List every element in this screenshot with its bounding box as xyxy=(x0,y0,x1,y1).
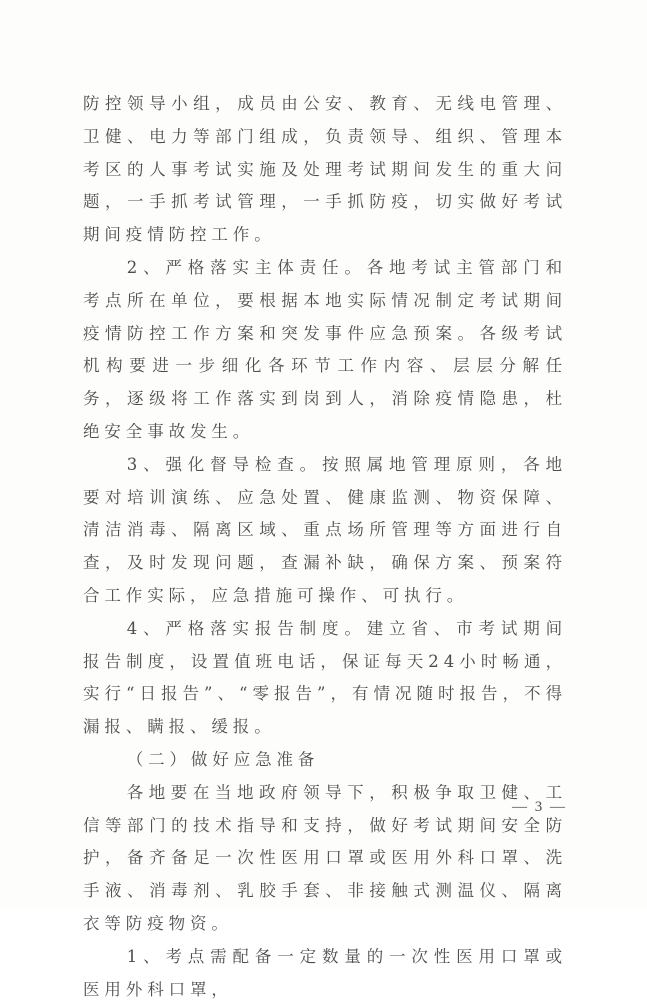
paragraph-continuation: 防控领导小组，成员由公安、教育、无线电管理、卫健、电力等部门组成，负责领导、组织、管理本考区的人事考试实施及处理考试期间发生的重大问题，一手抓考试管理，一手抓防疫，切实做好考试期间疫情防控工作。 xyxy=(83,94,567,245)
section-heading-emergency-prep: （二）做好应急准备 xyxy=(126,749,320,769)
document-body xyxy=(83,88,567,1006)
paragraph-masks: 1、考点需配备一定数量的一次性医用口罩或医用外科口罩， xyxy=(83,946,567,999)
paragraph-emergency-supplies: 各地要在当地政府领导下，积极争取卫健、工信等部门的技术指导和支持，做好考试期间安全防护，备齐备足一次性医用口罩或医用外科口罩、洗手液、消毒剂、乳胶手套、非接触式测温仪、隔离衣等防疫物资。 xyxy=(83,782,567,933)
page-number: — 3 — xyxy=(512,799,567,815)
paragraph-reporting-system: 4、严格落实报告制度。建立省、市考试期间报告制度，设置值班电话，保证每天24小时畅通，实行“日报告”、“零报告”，有情况随时报告，不得漏报、瞒报、缓报。 xyxy=(83,618,567,737)
paragraph-supervision-inspection: 3、强化督导检查。按照属地管理原则，各地要对培训演练、应急处置、健康监测、物资保障、清洁消毒、隔离区域、重点场所管理等方面进行自查，及时发现问题，查漏补缺，确保方案、预案符合工作实际，应急措施可操作、可执行。 xyxy=(83,454,567,605)
paragraph-main-responsibility: 2、严格落实主体责任。各地考试主管部门和考点所在单位，要根据本地实际情况制定考试期间疫情防控工作方案和突发事件应急预案。各级考试机构要进一步细化各环节工作内容、层层分解任务，逐级将工作落实到岗到人，消除疫情隐患，杜绝安全事故发生。 xyxy=(83,257,567,441)
